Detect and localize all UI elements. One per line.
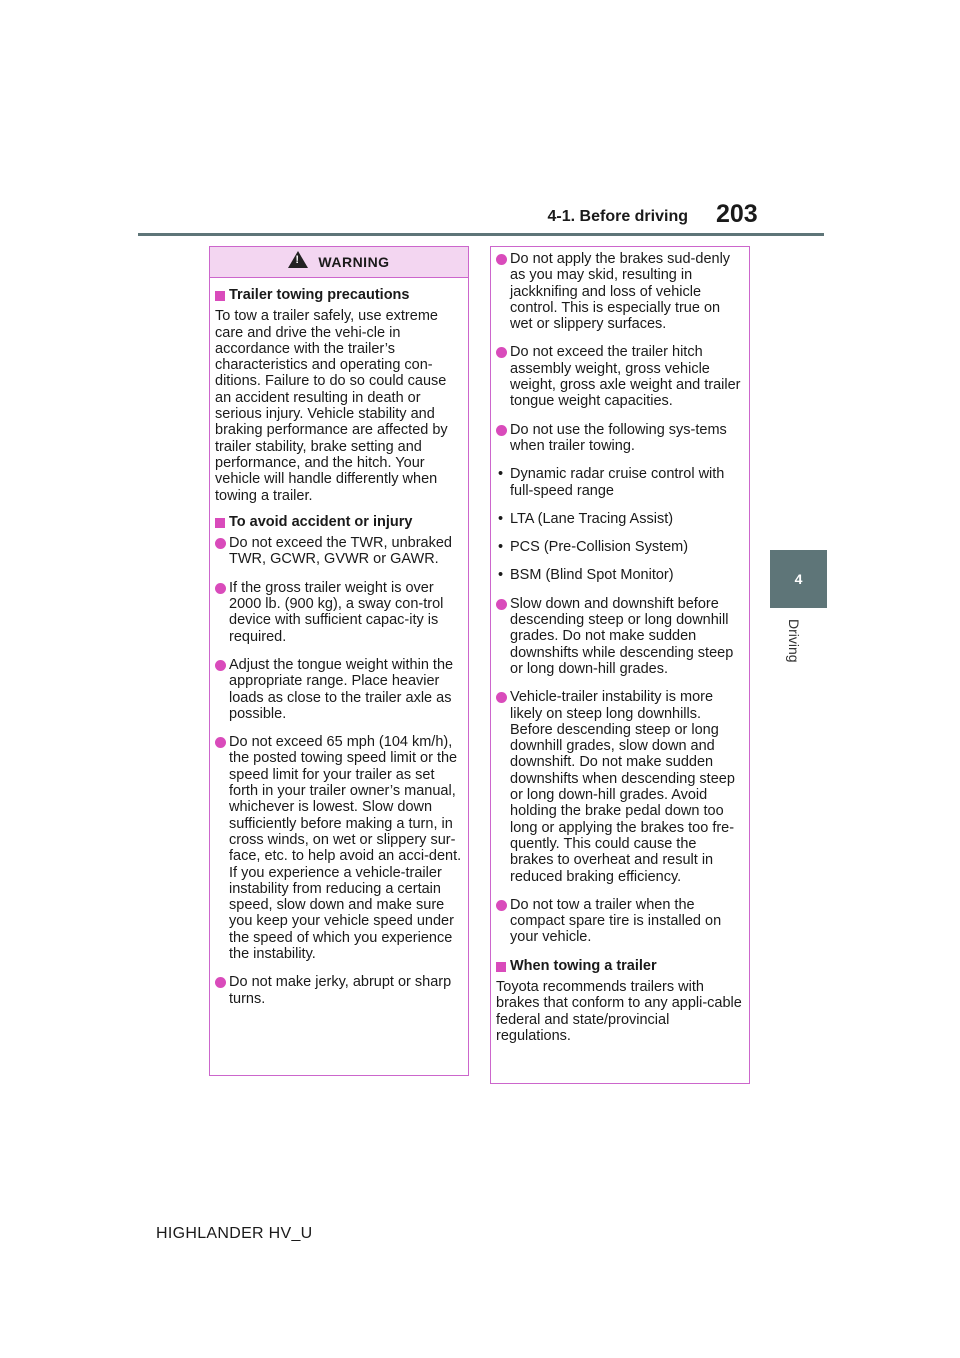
header-rule bbox=[138, 233, 824, 236]
bullet-item: Vehicle-trailer instability is more likely on steep long downhills. Before descending steep or long downhill grades, slow down and downshift. Do not make sudden downshifts when descending steep or long down-hill grades. Avoid holding the brake pedal down too long or applying the brakes too fre-quently. This could cause the brakes to overheat and result in reduced braking efficiency. bbox=[496, 689, 744, 885]
system-item: • Dynamic radar cruise control with full-speed range bbox=[496, 466, 744, 499]
warning-box-right bbox=[490, 246, 750, 1084]
bullet-item: Do not exceed 65 mph (104 km/h), the posted towing speed limit or the speed limit for your trailer as set forth in your trailer owner’s manual, whichever is lowest. Slow down sufficiently before making a turn, in cross winds, on wet or slippery sur-face, etc. to help avoid an acci-dent. If you experience a vehicle-trailer instability from reducing a certain speed, slow down and make sure you keep your vehicle speed under the speed of which you experience the instability. bbox=[215, 734, 463, 962]
section-heading: Trailer towing precautions bbox=[215, 287, 463, 303]
bullet-item: Do not apply the brakes sud-denly as you may skid, resulting in jackknifing and loss of vehicle control. This is especially true on wet or slippery surfaces. bbox=[496, 251, 744, 332]
bullet-item: Adjust the tongue weight within the appropriate range. Place heavier loads as close to the trailer axle as possible. bbox=[215, 657, 463, 722]
warning-header bbox=[210, 247, 468, 278]
chapter-label: Driving bbox=[786, 619, 802, 663]
bullet-item: Do not make jerky, abrupt or sharp turns. bbox=[215, 974, 463, 1007]
system-item: • LTA (Lane Tracing Assist) bbox=[496, 511, 744, 527]
model-footer: HIGHLANDER HV_U bbox=[156, 1225, 313, 1242]
bullet-item: Do not use the following sys-tems when trailer towing. bbox=[496, 422, 744, 455]
warning-body-left bbox=[210, 278, 468, 1007]
warning-title: WARNING bbox=[318, 254, 390, 270]
bullet-item: If the gross trailer weight is over 2000 lb. (900 kg), a sway con-trol device with sufficient capac-ity is required. bbox=[215, 580, 463, 645]
chapter-tab: 4 bbox=[770, 550, 827, 608]
paragraph: To tow a trailer safely, use extreme care and drive the vehi-cle in accordance with the trailer’s characteristics and operating con-ditions. Failure to do so could cause an accident resulting in death or serious injury. Vehicle stability and braking performance are affected by trailer stability, brake setting and performance, and the hitch. Your vehicle will handle differently when towing a trailer. bbox=[215, 308, 448, 504]
warning-box-left bbox=[209, 246, 469, 1076]
page-number: 203 bbox=[716, 200, 758, 228]
bullet-item: Do not exceed the TWR, unbraked TWR, GCWR, GVWR or GAWR. bbox=[215, 535, 463, 568]
section-heading: When towing a trailer bbox=[496, 958, 744, 974]
bullet-item: Do not exceed the trailer hitch assembly weight, gross vehicle weight, gross axle weight and trailer tongue weight capacities. bbox=[496, 344, 744, 409]
section-title: 4-1. Before driving bbox=[547, 208, 688, 225]
warning-triangle-icon bbox=[288, 251, 308, 268]
section-heading: To avoid accident or injury bbox=[215, 514, 463, 530]
system-item: • BSM (Blind Spot Monitor) bbox=[496, 567, 744, 583]
system-item: • PCS (Pre-Collision System) bbox=[496, 539, 744, 555]
warning-body-right bbox=[491, 247, 749, 1044]
bullet-item: Do not tow a trailer when the compact spare tire is installed on your vehicle. bbox=[496, 897, 744, 946]
paragraph: Toyota recommends trailers with brakes that conform to any appli-cable federal and state/provincial regulations. bbox=[496, 978, 742, 1044]
bullet-item: Slow down and downshift before descending steep or long downhill grades. Do not make sudden downshifts while descending steep or long down-hill grades. bbox=[496, 596, 744, 677]
